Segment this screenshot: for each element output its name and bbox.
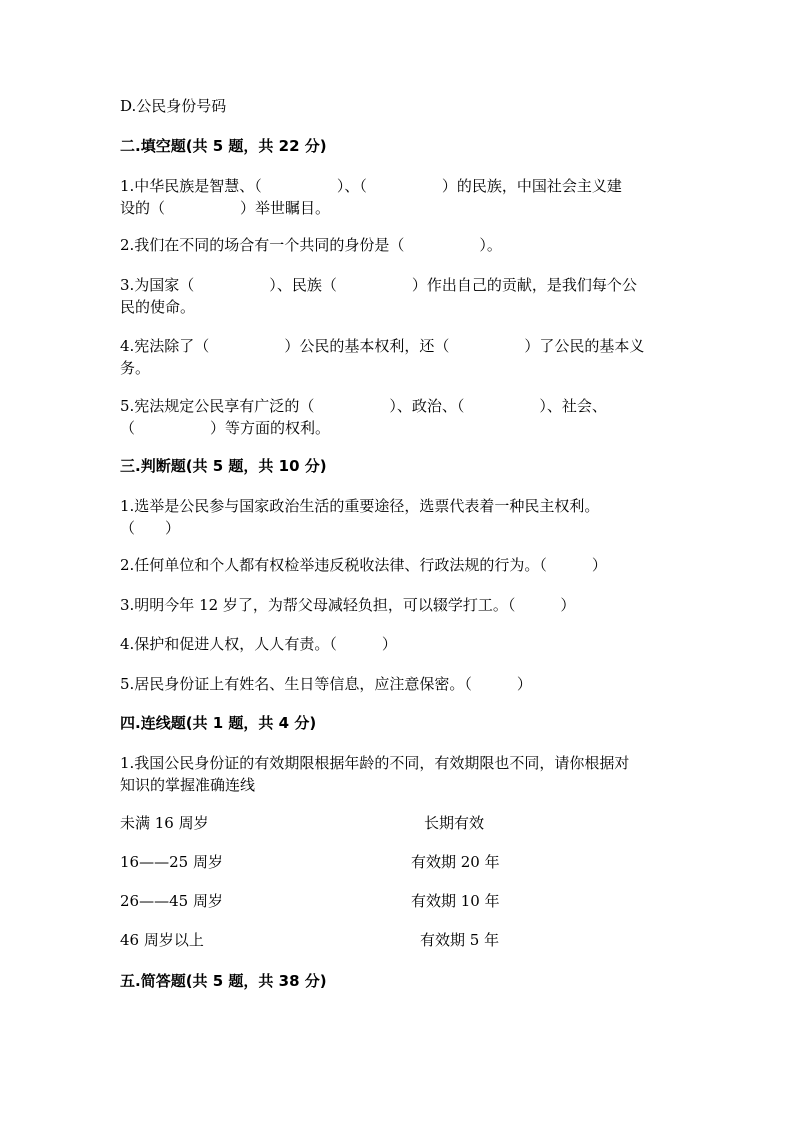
fill-q5-line2: （ ）等方面的权利。	[120, 419, 331, 437]
fill-q1-line1: 1.中华民族是智慧、（ ）、（ ）的民族，中国社会主义建	[120, 177, 622, 195]
match-section-heading: 四.连线题(共 1 题，共 4 分)	[120, 714, 317, 732]
match-q1-line2: 知识的掌握准确连线	[120, 776, 256, 794]
judge-q1-line1: 1.选举是公民参与国家政治生活的重要途径，选票代表着一种民主权利。	[120, 497, 600, 515]
fill-q4-line2: 务。	[120, 359, 151, 377]
fill-q2: 2.我们在不同的场合有一个共同的身份是（ ）。	[120, 236, 502, 254]
fill-q5-line1: 5.宪法规定公民享有广泛的（ ）、政治、（ ）、社会、	[120, 397, 607, 415]
match-q1-line1: 1.我国公民身份证的有效期限根据年龄的不同，有效期限也不同，请你根据对	[120, 754, 630, 772]
judge-section-heading: 三.判断题(共 5 题，共 10 分)	[120, 457, 327, 475]
match-left-item: 46 周岁以上	[120, 931, 204, 949]
judge-q3: 3.明明今年 12 岁了，为帮父母减轻负担，可以辍学打工。（ ）	[120, 596, 576, 614]
match-right-item: 有效期 5 年	[420, 931, 500, 949]
fill-q3-line1: 3.为国家（ ）、民族（ ）作出自己的贡献，是我们每个公	[120, 276, 637, 294]
match-left-item: 未满 16 周岁	[120, 814, 209, 832]
fill-q3-line2: 民的使命。	[120, 298, 196, 316]
judge-q4: 4.保护和促进人权，人人有责。（ ）	[120, 635, 397, 653]
fill-section-heading: 二.填空题(共 5 题，共 22 分)	[120, 137, 327, 155]
judge-q2: 2.任何单位和个人都有权检举违反税收法律、行政法规的行为。（ ）	[120, 556, 607, 574]
short-section-heading: 五.简答题(共 5 题，共 38 分)	[120, 972, 327, 990]
fill-q1-line2: 设的（ ）举世瞩目。	[120, 199, 331, 217]
judge-q5: 5.居民身份证上有姓名、生日等信息，应注意保密。（ ）	[120, 675, 532, 693]
match-right-item: 有效期 20 年	[411, 853, 500, 871]
match-right-item: 有效期 10 年	[411, 892, 500, 910]
judge-q1-line2: （ ）	[120, 519, 181, 537]
fill-q4-line1: 4.宪法除了（ ）公民的基本权利，还（ ）了公民的基本义	[120, 337, 645, 355]
option-d: D.公民身份号码	[120, 97, 227, 115]
match-left-item: 16——25 周岁	[120, 853, 223, 871]
match-left-item: 26——45 周岁	[120, 892, 223, 910]
match-right-item: 长期有效	[424, 814, 485, 832]
